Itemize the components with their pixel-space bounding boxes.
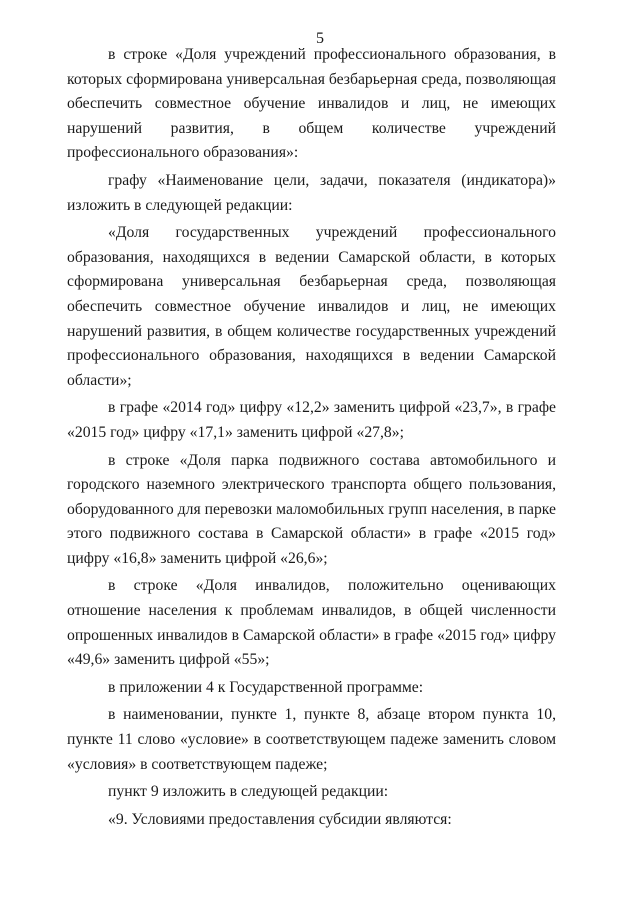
paragraph-3: «Доля государственных учреждений профессионального образования, находящихся в ведении Самарской области, в которых сформирована универсальная безбарьерная среда, позволяющая обеспечить совместное обучение инвалидов и лиц, не имеющих нарушений развития, в общем количестве государственных учреждений профессионального образования, находящихся в ведении Самарской области»; — [67, 224, 556, 389]
paragraph-6: в строке «Доля инвалидов, положительно оценивающих отношение населения к проблемам инвалидов, в общей численности опрошенных инвалидов в Самарской области» в графе «2015 год» цифру «49,6» заменить цифрой «55»; — [67, 577, 556, 669]
document-body — [67, 43, 556, 835]
paragraph-4: в графе «2014 год» цифру «12,2» заменить цифрой «23,7», в графе «2015 год» цифру «17,1» заменить цифрой «27,8»; — [67, 399, 556, 441]
paragraph-2: графу «Наименование цели, задачи, показателя (индикатора)» изложить в следующей редакции: — [67, 171, 556, 214]
page-number: 5 — [316, 30, 324, 47]
paragraph-8: в наименовании, пункте 1, пункте 8, абзаце втором пункта 10, пункте 11 слово «условие» в соответствующем падеже заменить словом «условия» в соответствующем падеже; — [67, 706, 556, 773]
paragraph-5: в строке «Доля парка подвижного состава автомобильного и городского наземного электрического транспорта общего пользования, оборудованного для перевозки маломобильных групп населения, в парке этого подвижного состава в Самарской области» в графе «2015 год» цифру «16,8» заменить цифрой «26,6»; — [67, 451, 556, 567]
paragraph-7: в приложении 4 к Государственной программе: — [108, 678, 424, 696]
paragraph-1: в строке «Доля учреждений профессионального образования, в которых сформирована универсальная безбарьерная среда, позволяющая обеспечить совместное обучение инвалидов и лиц, не имеющих нарушений развития, в общем количестве учреждений профессионального образования»: — [67, 46, 556, 162]
paragraph-9: пункт 9 изложить в следующей редакции: — [108, 783, 389, 801]
paragraph-10: «9. Условиями предоставления субсидии являются: — [108, 810, 452, 828]
